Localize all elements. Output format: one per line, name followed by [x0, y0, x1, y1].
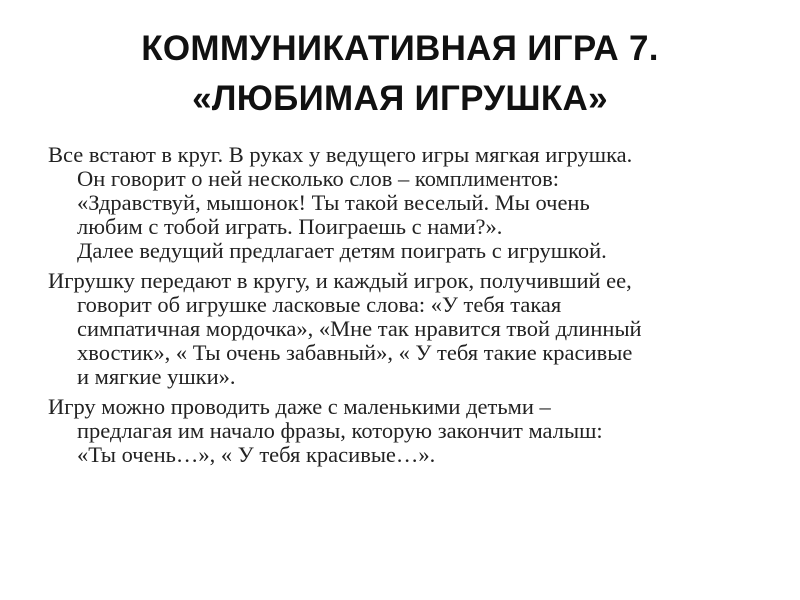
paragraph-2	[48, 269, 768, 389]
paragraph-line: Он говорит о ней несколько слов – комплиментов:	[77, 166, 560, 191]
slide-title	[40, 24, 760, 124]
paragraph-line: симпатичная мордочка», «Мне так нравится твой длинный	[77, 316, 642, 341]
paragraph-line: «Ты очень…», « У тебя красивые…».	[77, 442, 436, 467]
paragraph-line: Все встают в круг. В руках у ведущего игры мягкая игрушка.	[48, 142, 633, 167]
paragraph-1	[48, 143, 768, 263]
slide-title-line-1: КОММУНИКАТИВНАЯ ИГРА 7.	[141, 29, 659, 68]
paragraph-line: хвостик», « Ты очень забавный», « У тебя такие красивые	[77, 340, 633, 365]
slide-body	[48, 143, 768, 473]
paragraph-3	[48, 395, 768, 467]
paragraph-line: Игру можно проводить даже с маленькими детьми –	[48, 394, 551, 419]
slide-title-line-2: «ЛЮБИМАЯ ИГРУШКА»	[192, 79, 608, 118]
paragraph-line: Игрушку передают в кругу, и каждый игрок, получивший ее,	[48, 268, 632, 293]
paragraph-line: предлагая им начало фразы, которую закончит малыш:	[77, 418, 603, 443]
paragraph-line: говорит об игрушке ласковые слова: «У тебя такая	[77, 292, 562, 317]
paragraph-line: и мягкие ушки».	[77, 364, 236, 389]
paragraph-line: любим с тобой играть. Поиграешь с нами?».	[77, 214, 503, 239]
paragraph-line: Далее ведущий предлагает детям поиграть с игрушкой.	[77, 238, 607, 263]
paragraph-line: «Здравствуй, мышонок! Ты такой веселый. Мы очень	[77, 190, 590, 215]
